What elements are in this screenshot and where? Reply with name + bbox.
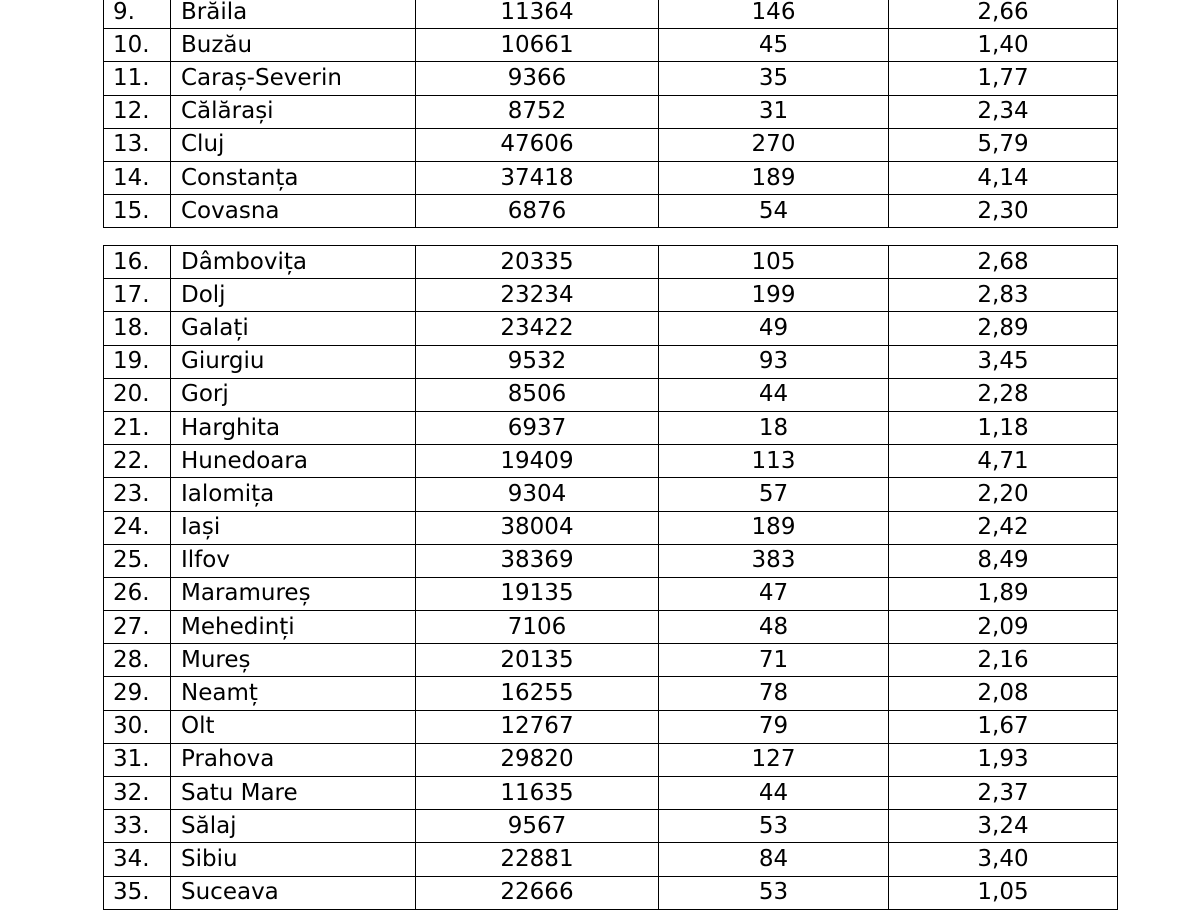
table-row bbox=[104, 810, 1118, 843]
value-col-1: 20335 bbox=[416, 246, 659, 279]
value-col-3: 1,18 bbox=[889, 411, 1118, 444]
value-col-2: 189 bbox=[659, 511, 889, 544]
county-name: Olt bbox=[171, 710, 416, 743]
value-col-3: 2,34 bbox=[889, 95, 1118, 128]
value-col-1: 6876 bbox=[416, 195, 659, 228]
value-col-2: 105 bbox=[659, 246, 889, 279]
row-number: 30. bbox=[104, 710, 171, 743]
table-row bbox=[104, 128, 1118, 161]
value-col-2: 53 bbox=[659, 810, 889, 843]
value-col-3: 2,28 bbox=[889, 378, 1118, 411]
value-col-1: 8506 bbox=[416, 378, 659, 411]
row-number: 14. bbox=[104, 161, 171, 194]
row-number: 15. bbox=[104, 195, 171, 228]
value-col-1: 23234 bbox=[416, 279, 659, 312]
value-col-3: 2,37 bbox=[889, 777, 1118, 810]
value-col-3: 2,08 bbox=[889, 677, 1118, 710]
table-row bbox=[104, 511, 1118, 544]
value-col-2: 44 bbox=[659, 777, 889, 810]
table-row bbox=[104, 644, 1118, 677]
value-col-1: 10661 bbox=[416, 29, 659, 62]
value-col-2: 54 bbox=[659, 195, 889, 228]
value-col-1: 12767 bbox=[416, 710, 659, 743]
value-col-3: 2,20 bbox=[889, 478, 1118, 511]
value-col-1: 6937 bbox=[416, 411, 659, 444]
county-name: Iași bbox=[171, 511, 416, 544]
value-col-3: 1,67 bbox=[889, 710, 1118, 743]
value-col-2: 53 bbox=[659, 876, 889, 909]
value-col-2: 44 bbox=[659, 378, 889, 411]
table-row bbox=[104, 411, 1118, 444]
value-col-2: 189 bbox=[659, 161, 889, 194]
county-name: Hunedoara bbox=[171, 445, 416, 478]
value-col-3: 2,09 bbox=[889, 611, 1118, 644]
value-col-2: 113 bbox=[659, 445, 889, 478]
value-col-3: 1,05 bbox=[889, 876, 1118, 909]
value-col-3: 5,79 bbox=[889, 128, 1118, 161]
value-col-1: 38369 bbox=[416, 544, 659, 577]
row-number: 24. bbox=[104, 511, 171, 544]
value-col-3: 2,68 bbox=[889, 246, 1118, 279]
value-col-1: 22666 bbox=[416, 876, 659, 909]
county-name: Sălaj bbox=[171, 810, 416, 843]
value-col-2: 383 bbox=[659, 544, 889, 577]
county-name: Mureș bbox=[171, 644, 416, 677]
row-number: 27. bbox=[104, 611, 171, 644]
county-name: Prahova bbox=[171, 743, 416, 776]
value-col-1: 16255 bbox=[416, 677, 659, 710]
value-col-2: 146 bbox=[659, 0, 889, 29]
value-col-1: 29820 bbox=[416, 743, 659, 776]
value-col-3: 1,93 bbox=[889, 743, 1118, 776]
county-name: Suceava bbox=[171, 876, 416, 909]
row-number: 34. bbox=[104, 843, 171, 876]
county-name: Gorj bbox=[171, 378, 416, 411]
row-number: 13. bbox=[104, 128, 171, 161]
table-row bbox=[104, 611, 1118, 644]
row-number: 10. bbox=[104, 29, 171, 62]
county-name: Satu Mare bbox=[171, 777, 416, 810]
value-col-2: 84 bbox=[659, 843, 889, 876]
value-col-3: 3,45 bbox=[889, 345, 1118, 378]
value-col-2: 127 bbox=[659, 743, 889, 776]
value-col-1: 9304 bbox=[416, 478, 659, 511]
table-row bbox=[104, 743, 1118, 776]
table-row bbox=[104, 62, 1118, 95]
county-name: Cluj bbox=[171, 128, 416, 161]
county-name: Galați bbox=[171, 312, 416, 345]
row-number: 33. bbox=[104, 810, 171, 843]
table-row bbox=[104, 445, 1118, 478]
county-name: Brăila bbox=[171, 0, 416, 29]
value-col-1: 7106 bbox=[416, 611, 659, 644]
county-name: Sibiu bbox=[171, 843, 416, 876]
value-col-2: 57 bbox=[659, 478, 889, 511]
table-row bbox=[104, 577, 1118, 610]
value-col-1: 19135 bbox=[416, 577, 659, 610]
row-number: 19. bbox=[104, 345, 171, 378]
value-col-1: 37418 bbox=[416, 161, 659, 194]
value-col-2: 93 bbox=[659, 345, 889, 378]
value-col-1: 8752 bbox=[416, 95, 659, 128]
table-row bbox=[104, 195, 1118, 228]
value-col-1: 23422 bbox=[416, 312, 659, 345]
table-row bbox=[104, 0, 1118, 29]
table-row bbox=[104, 677, 1118, 710]
value-col-1: 47606 bbox=[416, 128, 659, 161]
value-col-2: 45 bbox=[659, 29, 889, 62]
value-col-2: 18 bbox=[659, 411, 889, 444]
row-number: 9. bbox=[104, 0, 171, 29]
value-col-2: 47 bbox=[659, 577, 889, 610]
value-col-3: 1,40 bbox=[889, 29, 1118, 62]
value-col-3: 1,77 bbox=[889, 62, 1118, 95]
table-row bbox=[104, 312, 1118, 345]
row-number: 22. bbox=[104, 445, 171, 478]
row-number: 12. bbox=[104, 95, 171, 128]
county-name: Dâmbovița bbox=[171, 246, 416, 279]
value-col-3: 1,89 bbox=[889, 577, 1118, 610]
value-col-1: 11635 bbox=[416, 777, 659, 810]
county-name: Constanța bbox=[171, 161, 416, 194]
row-number: 23. bbox=[104, 478, 171, 511]
table-row bbox=[104, 843, 1118, 876]
value-col-1: 19409 bbox=[416, 445, 659, 478]
row-number: 31. bbox=[104, 743, 171, 776]
value-col-3: 3,24 bbox=[889, 810, 1118, 843]
row-number: 29. bbox=[104, 677, 171, 710]
value-col-1: 11364 bbox=[416, 0, 659, 29]
value-col-1: 9567 bbox=[416, 810, 659, 843]
value-col-3: 8,49 bbox=[889, 544, 1118, 577]
row-number: 16. bbox=[104, 246, 171, 279]
county-name: Giurgiu bbox=[171, 345, 416, 378]
row-number: 21. bbox=[104, 411, 171, 444]
county-name: Covasna bbox=[171, 195, 416, 228]
value-col-2: 49 bbox=[659, 312, 889, 345]
value-col-3: 2,42 bbox=[889, 511, 1118, 544]
county-table-part-2 bbox=[103, 245, 1118, 910]
value-col-2: 71 bbox=[659, 644, 889, 677]
row-number: 11. bbox=[104, 62, 171, 95]
county-name: Caraș-Severin bbox=[171, 62, 416, 95]
row-number: 25. bbox=[104, 544, 171, 577]
county-name: Călărași bbox=[171, 95, 416, 128]
value-col-2: 78 bbox=[659, 677, 889, 710]
value-col-1: 20135 bbox=[416, 644, 659, 677]
row-number: 35. bbox=[104, 876, 171, 909]
value-col-1: 9366 bbox=[416, 62, 659, 95]
county-name: Ialomița bbox=[171, 478, 416, 511]
value-col-3: 2,83 bbox=[889, 279, 1118, 312]
table-row bbox=[104, 876, 1118, 909]
value-col-2: 199 bbox=[659, 279, 889, 312]
table-row bbox=[104, 161, 1118, 194]
value-col-2: 270 bbox=[659, 128, 889, 161]
county-name: Buzău bbox=[171, 29, 416, 62]
county-name: Neamț bbox=[171, 677, 416, 710]
table-row bbox=[104, 710, 1118, 743]
county-name: Maramureș bbox=[171, 577, 416, 610]
table-row bbox=[104, 246, 1118, 279]
county-name: Mehedinți bbox=[171, 611, 416, 644]
row-number: 26. bbox=[104, 577, 171, 610]
row-number: 28. bbox=[104, 644, 171, 677]
table-row bbox=[104, 279, 1118, 312]
value-col-1: 38004 bbox=[416, 511, 659, 544]
county-table-part-1 bbox=[103, 0, 1118, 228]
value-col-3: 2,66 bbox=[889, 0, 1118, 29]
value-col-3: 4,14 bbox=[889, 161, 1118, 194]
table-row bbox=[104, 345, 1118, 378]
row-number: 17. bbox=[104, 279, 171, 312]
value-col-3: 2,89 bbox=[889, 312, 1118, 345]
table-row bbox=[104, 777, 1118, 810]
row-number: 20. bbox=[104, 378, 171, 411]
table-row bbox=[104, 29, 1118, 62]
value-col-2: 31 bbox=[659, 95, 889, 128]
county-name: Ilfov bbox=[171, 544, 416, 577]
value-col-2: 79 bbox=[659, 710, 889, 743]
row-number: 18. bbox=[104, 312, 171, 345]
value-col-2: 48 bbox=[659, 611, 889, 644]
county-name: Dolj bbox=[171, 279, 416, 312]
value-col-2: 35 bbox=[659, 62, 889, 95]
value-col-3: 3,40 bbox=[889, 843, 1118, 876]
table-row bbox=[104, 478, 1118, 511]
table-row bbox=[104, 378, 1118, 411]
value-col-3: 2,16 bbox=[889, 644, 1118, 677]
table-row bbox=[104, 95, 1118, 128]
value-col-3: 2,30 bbox=[889, 195, 1118, 228]
row-number: 32. bbox=[104, 777, 171, 810]
table-row bbox=[104, 544, 1118, 577]
value-col-1: 22881 bbox=[416, 843, 659, 876]
county-name: Harghita bbox=[171, 411, 416, 444]
value-col-1: 9532 bbox=[416, 345, 659, 378]
value-col-3: 4,71 bbox=[889, 445, 1118, 478]
